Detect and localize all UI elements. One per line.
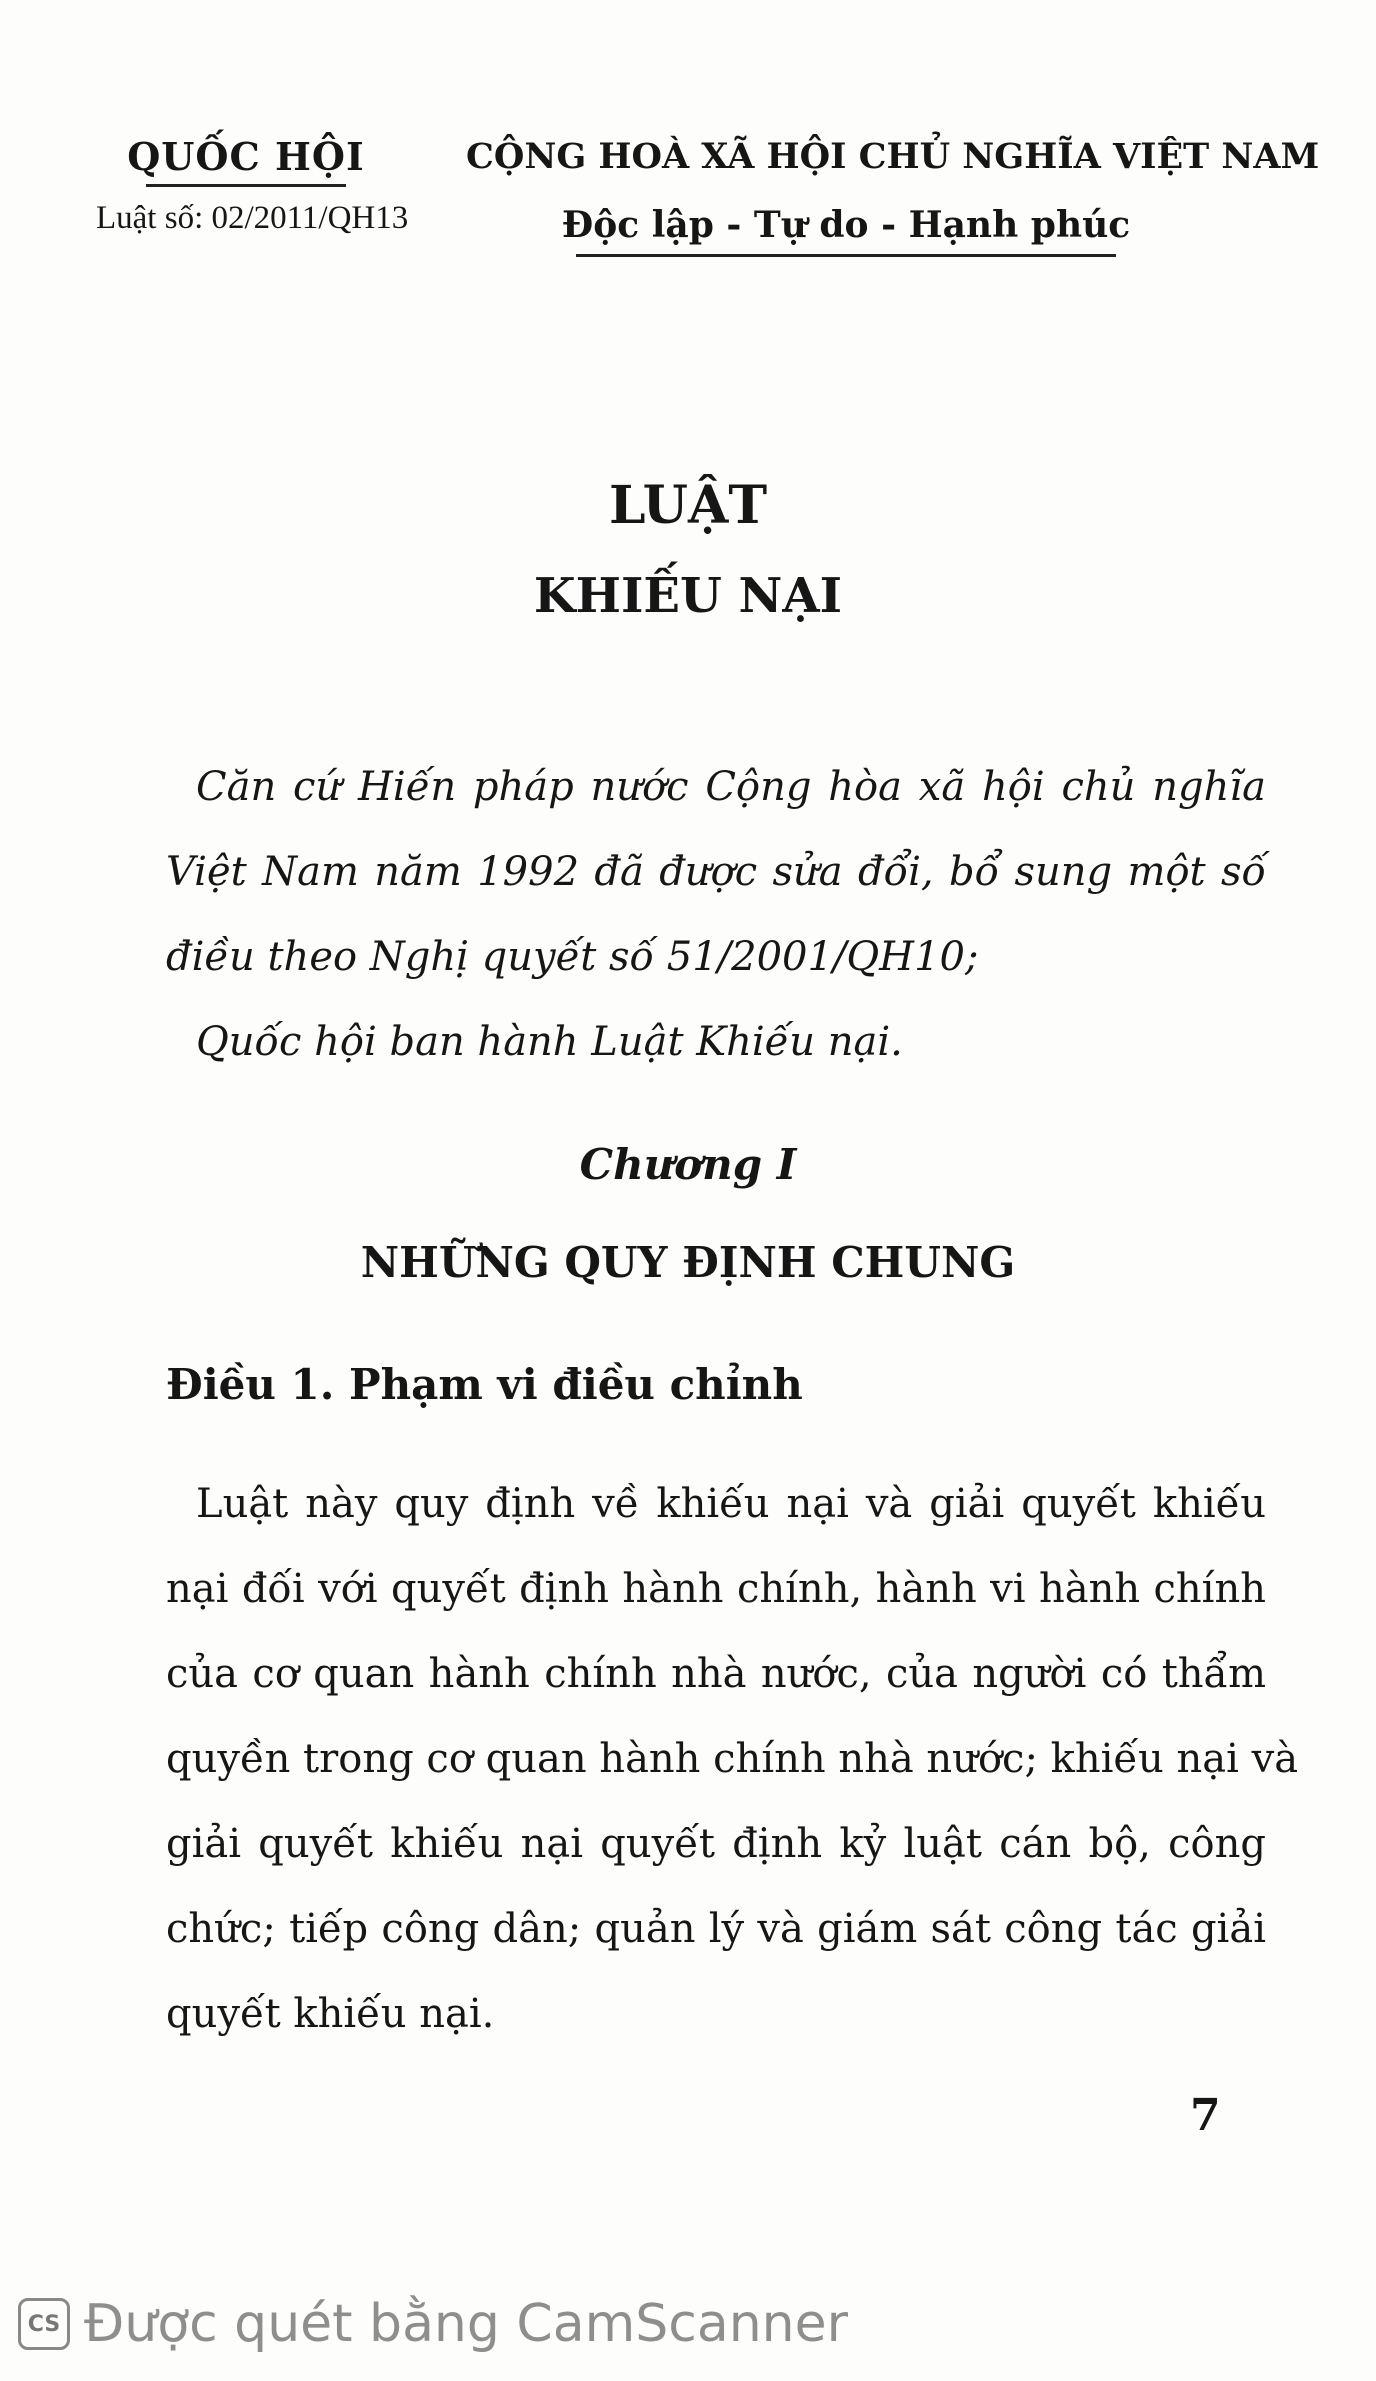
- motto-underline: [576, 254, 1116, 257]
- preamble-line: điều theo Nghị quyết số 51/2001/QH10;: [166, 934, 979, 980]
- document-title: KHIẾU NẠI: [533, 568, 843, 624]
- article-body: [166, 1462, 1299, 2057]
- document-type-title: LUẬT: [608, 475, 768, 536]
- preamble-line: Việt Nam năm 1992 đã được sửa đổi, bổ sung một số: [166, 849, 1266, 895]
- law-number: Luật số: 02/2011/QH13: [96, 200, 409, 236]
- camscanner-watermark: [18, 2292, 848, 2356]
- preamble-line: Căn cứ Hiến pháp nước Cộng hòa xã hội chủ nghĩa: [196, 764, 1266, 810]
- article-line: nại đối với quyết định hành chính, hành vi hành chính: [166, 1566, 1266, 1612]
- article-line: quyền trong cơ quan hành chính nhà nước; khiếu nại và: [166, 1736, 1299, 1782]
- page-number: 7: [1190, 2090, 1221, 2141]
- header-left: [96, 132, 409, 243]
- chapter-title: NHỮNG QUY ĐỊNH CHUNG: [360, 1238, 1016, 1287]
- country-name: CỘNG HOÀ XÃ HỘI CHỦ NGHĨA VIỆT NAM: [466, 136, 1320, 177]
- watermark-text: Được quét bằng CamScanner: [84, 2294, 849, 2354]
- article-heading: Điều 1. Phạm vi điều chỉnh: [166, 1360, 803, 1409]
- organization-underline: [146, 184, 346, 187]
- article-line: chức; tiếp công dân; quản lý và giám sát công tác giải: [166, 1906, 1266, 1952]
- article-line: Luật này quy định về khiếu nại và giải quyết khiếu: [196, 1481, 1266, 1527]
- article-line: của cơ quan hành chính nhà nước, của người có thẩm: [166, 1651, 1266, 1697]
- preamble: [166, 745, 1266, 1085]
- organization-name: QUỐC HỘI: [127, 134, 365, 179]
- camscanner-logo-icon: CS: [18, 2298, 70, 2350]
- article-line: giải quyết khiếu nại quyết định kỷ luật cán bộ, công: [166, 1821, 1266, 1867]
- chapter-number: Chương I: [579, 1140, 797, 1189]
- header-right: [466, 132, 1320, 257]
- article-line: quyết khiếu nại.: [166, 1991, 495, 2037]
- national-motto: Độc lập - Tự do - Hạnh phúc: [561, 204, 1131, 246]
- preamble-line: Quốc hội ban hành Luật Khiếu nại.: [196, 1019, 903, 1065]
